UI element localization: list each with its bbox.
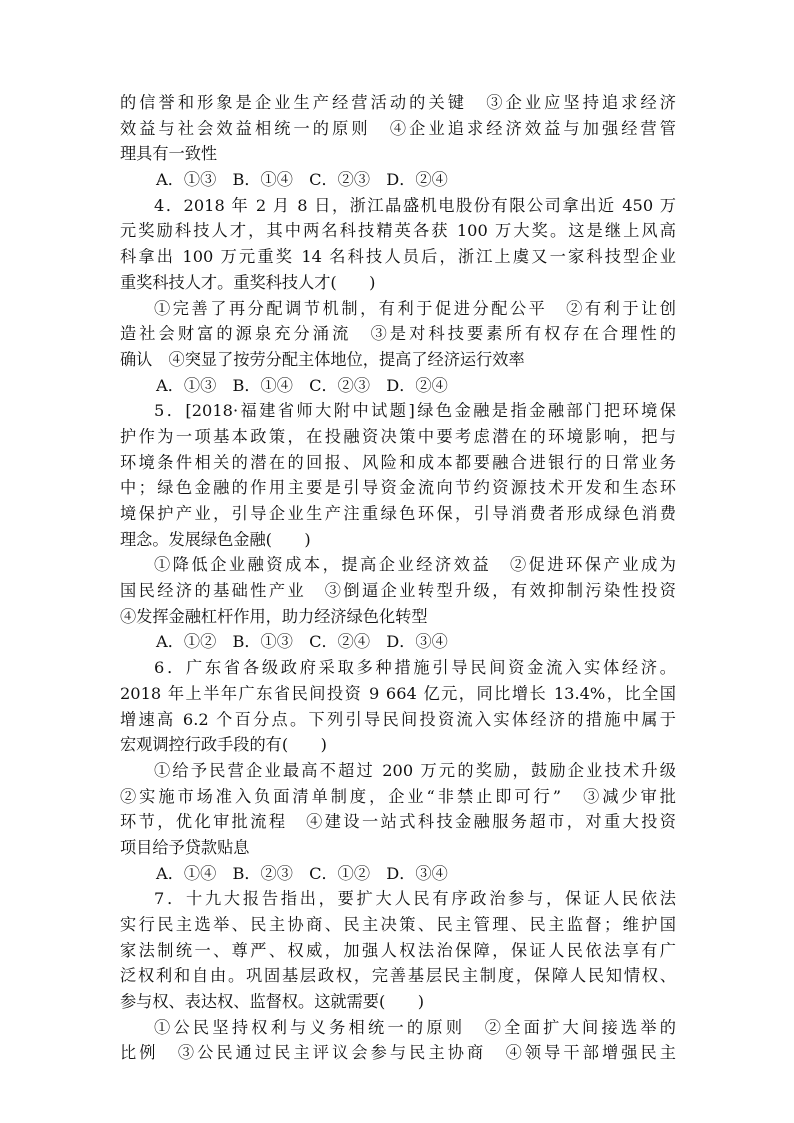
text-line: ①降低企业融资成本，提高企业经济效益 ②促进环保产业成为 [154,555,676,575]
text-line: 2018 年上半年广东省民间投资 9 664 亿元，同比增长 13.4%，比全国 [120,683,676,703]
answer-options-line: A．①④ B．②③ C．①② D．③④ [156,863,448,883]
text-line: ①给予民营企业最高不超过 200 万元的奖励，鼓励企业技术升级 [154,760,676,780]
text-line: ④发挥金融杠杆作用，助力经济绿色化转型 [120,606,428,626]
answer-options-line: A．①③ B．①④ C．②③ D．②④ [156,170,448,190]
text-line: 比例 ③公民通过民主评议会参与民主协商 ④领导干部增强民主 [120,1043,676,1063]
answer-options-line: A．①② B．①③ C．②④ D．③④ [156,632,448,652]
text-line: 环境条件相关的潜在的回报、风险和成本都要融合进银行的日常业务 [120,452,676,472]
text-line: 增速高 6.2 个百分点。下列引导民间投资流入实体经济的措施中属于 [120,709,676,729]
text-line: ②实施市场准入负面清单制度，企业“非禁止即可行” ③减少审批 [120,786,676,806]
text-line: ①公民坚持权利与义务相统一的原则 ②全面扩大间接选举的 [154,1017,676,1037]
text-line: 家法制统一、尊严、权威，加强人权法治保障，保证人民依法享有广 [120,940,676,960]
document-page [120,90,676,1066]
text-line: 泛权利和自由。巩固基层政权，完善基层民主制度，保障人民知情权、 [120,966,676,986]
answer-options-line: A．①③ B．①④ C．②③ D．②④ [156,375,448,395]
text-line: 元奖励科技人才，其中两名科技精英各获 100 万大奖。这是继上风高 [120,221,676,241]
text-line: 7．十九大报告指出，要扩大人民有序政治参与，保证人民依法 [154,889,676,909]
text-line: 4．2018 年 2 月 8 日，浙江晶盛机电股份有限公司拿出近 450 万 [154,195,676,215]
text-line: 5．[2018·福建省师大附中试题]绿色金融是指金融部门把环境保 [154,401,676,421]
text-line: 造社会财富的源泉充分涌流 ③是对科技要素所有权存在合理性的 [120,324,676,344]
text-line: 国民经济的基础性产业 ③倒逼企业转型升级，有效抑制污染性投资 [120,581,676,601]
text-line: 确认 ④突显了按劳分配主体地位，提高了经济运行效率 [120,349,525,369]
text-line: 参与权、表达权、监督权。这就需要( ) [120,992,425,1012]
text-line: 6．广东省各级政府采取多种措施引导民间资金流入实体经济。 [154,658,676,678]
text-line: 的信誉和形象是企业生产经营活动的关键 ③企业应坚持追求经济 [120,93,676,112]
text-line: 宏观调控行政手段的有( ) [120,735,327,755]
text-line: 环节，优化审批流程 ④建设一站式科技金融服务超市，对重大投资 [120,812,676,832]
text-line: 项目给予贷款贴息 [120,837,250,857]
text-line: 效益与社会效益相统一的原则 ④企业追求经济效益与加强经营管 [120,118,676,138]
text-line: 境保护产业，引导企业生产注重绿色环保，引导消费者形成绿色消费 [120,504,676,523]
text-line: 理具有一致性 [120,144,218,164]
text-line: 科拿出 100 万元重奖 14 名科技人员后，浙江上虞又一家科技型企业 [120,247,676,267]
text-line: 实行民主选举、民主协商、民主决策、民主管理、民主监督；维护国 [120,915,676,934]
text-line: 重奖科技人才。重奖科技人才( ) [120,272,376,292]
text-line: 中；绿色金融的作用主要是引导资金流向节约资源技术开发和生态环 [120,478,676,498]
text-line: 护作为一项基本政策，在投融资决策中要考虑潜在的环境影响，把与 [120,426,676,446]
text-line: ①完善了再分配调节机制，有利于促进分配公平 ②有利于让创 [154,298,676,318]
text-line: 理念。发展绿色金融( ) [120,529,311,549]
